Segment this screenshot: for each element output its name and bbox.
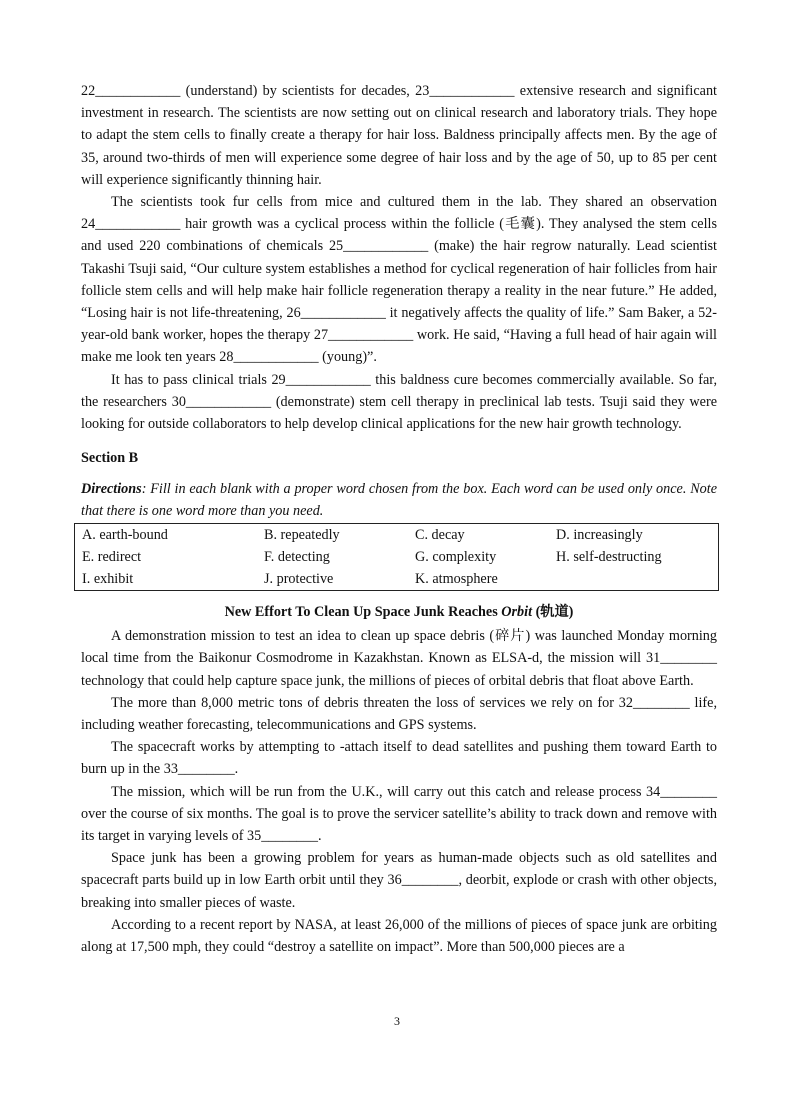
word-option: E. redirect	[82, 549, 142, 566]
article-title-gloss: (轨道)	[532, 604, 574, 621]
directions-text: : Fill in each blank with a proper word chosen from the box. Each word can be used only once. Note that there is one word more than you need.	[81, 481, 717, 520]
word-option: I. exhibit	[82, 571, 134, 588]
word-option: H. self-destructing	[556, 549, 662, 566]
word-option: D. increasingly	[556, 527, 643, 544]
page-content	[81, 80, 717, 958]
article-title	[81, 601, 717, 623]
passage-a-paragraph-1: 22____________ (understand) by scientists for decades, 23____________ extensive research and significant investment in research. The scientists are now setting out on clinical research and laboratory trials. They hope to adapt the stem cells to finally create a therapy for hair loss. Baldness principally affects men. By the age of 35, around two-thirds of men will experience some degree of hair loss and by the age of 50, up to 85 per cent will experience significantly thinning hair.	[81, 83, 717, 188]
article-paragraph-4: The mission, which will be run from the U.K., will carry out this catch and release process 34________ over the course of six months. The goal is to prove the servicer satellite’s ability to track down and remove with its target in varying levels of 35________.	[81, 783, 717, 845]
word-box-row	[75, 546, 719, 568]
directions-label: Directions	[81, 481, 142, 498]
article-paragraph-3: The spacecraft works by attempting to -attach itself to dead satellites and pushing them toward Earth to burn up in the 33________.	[81, 739, 717, 778]
word-box	[74, 523, 719, 591]
word-box-row	[75, 568, 719, 591]
word-option	[549, 568, 719, 591]
word-option: K. atmosphere	[415, 571, 498, 588]
word-box-row	[75, 524, 719, 547]
article-paragraph-6: According to a recent report by NASA, at least 26,000 of the millions of pieces of space junk are orbiting along at 17,500 mph, they could “destroy a satellite on impact”. More than 500,000 pieces are a	[81, 916, 717, 956]
word-option: G. complexity	[415, 549, 497, 566]
passage-a-paragraph-3: It has to pass clinical trials 29____________ this baldness cure becomes commercially available. So far, the researchers 30____________ (demonstrate) stem cell therapy in preclinical lab tests. Tsuji said they were looking for outside collaborators to help develop clinical applications for the new hair growth technology.	[81, 371, 717, 433]
article-paragraph-5: Space junk has been a growing problem for years as human-made objects such as old satellites and spacecraft parts build up in low Earth orbit until they 36________, deorbit, explode or crash with other objects, breaking into smaller pieces of waste.	[81, 850, 717, 911]
directions	[81, 478, 717, 522]
word-option: A. earth-bound	[82, 527, 168, 544]
article-paragraph-2: The more than 8,000 metric tons of debris threaten the loss of services we rely on for 32________ life, including weather forecasting, telecommunications and GPS systems.	[81, 694, 717, 734]
word-option: B. repeatedly	[264, 527, 340, 544]
section-b-heading: Section B	[81, 450, 139, 467]
word-option: C. decay	[415, 527, 465, 544]
article-title-italic: Orbit	[501, 604, 533, 621]
word-option: J. protective	[264, 571, 334, 588]
word-option: F. detecting	[264, 549, 330, 566]
article-paragraph-1: A demonstration mission to test an idea to clean up space debris (碎片) was launched Monday morning local time from the Baikonur Cosmodrome in Kazakhstan. Known as ELSA-d, the mission will 31________ technology that could help capture space junk, the millions of pieces of orbital debris that float above Earth.	[81, 628, 717, 689]
article-title-main: New Effort To Clean Up Space Junk Reaches	[224, 604, 502, 621]
page-number: 3	[394, 1014, 400, 1028]
passage-a-paragraph-2: The scientists took fur cells from mice and cultured them in the lab. They shared an observation 24____________ hair growth was a cyclical process within the follicle (毛囊). They analysed the stem cells and used 220 combinations of chemicals 25____________ (make) the hair regrow naturally. Lead scientist Takashi Tsuji said, “Our culture system establishes a method for cyclical regeneration of hair follicles from hair follicle stem cells and will help make hair follicle regeneration therapy a reality in the near future.” He added, “Losing hair is not life-threatening, 26____________ it negatively affects the quality of life.” Sam Baker, a 52-year-old bank worker, hopes the therapy 27____________ work. He said, “Having a full head of hair again will make me look ten years 28____________ (young)”.	[81, 194, 717, 366]
